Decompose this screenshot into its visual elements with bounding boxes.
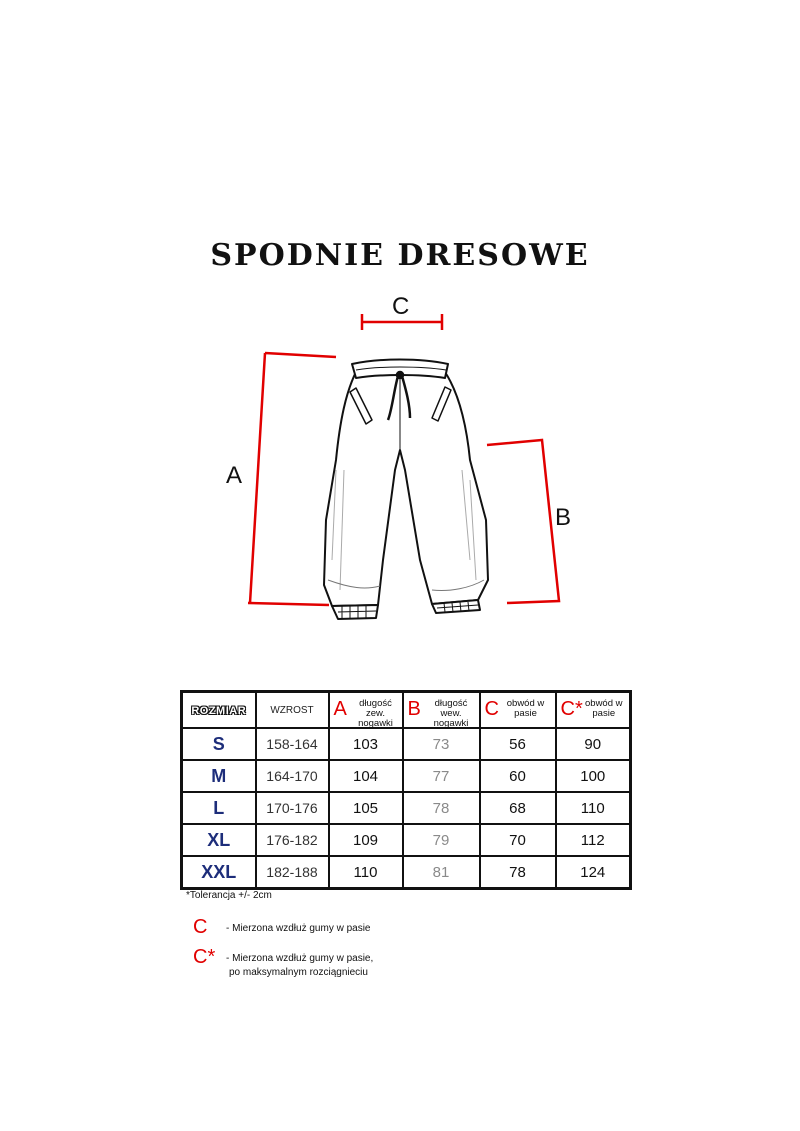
table-row	[182, 824, 631, 856]
cell-b: 73	[403, 728, 480, 760]
header-rozmiar: ROZMIAR	[182, 692, 256, 729]
cell-a: 105	[329, 792, 403, 824]
label-a: A	[226, 462, 243, 489]
cell-cstar: 100	[556, 760, 631, 792]
header-b-letter: B	[407, 698, 421, 720]
cell-a: 103	[329, 728, 403, 760]
measure-line-b	[487, 440, 559, 603]
cell-wzrost: 170-176	[256, 792, 329, 824]
header-cstar-text: obwód w pasie	[585, 698, 623, 719]
cell-size: M	[182, 760, 256, 792]
header-cstar	[556, 692, 631, 729]
note-c-letter: C	[193, 916, 208, 938]
size-table	[180, 690, 632, 890]
sweatpants-illustration	[324, 360, 488, 620]
table-row	[182, 760, 631, 792]
cell-wzrost: 164-170	[256, 760, 329, 792]
cell-cstar: 90	[556, 728, 631, 760]
header-c-letter: C	[484, 698, 499, 720]
measure-line-a	[248, 353, 336, 605]
cell-size: XXL	[182, 856, 256, 889]
note-cstar-text-2: po maksymalnym rozciągnieciu	[229, 967, 368, 978]
cell-cstar: 124	[556, 856, 631, 889]
note-c-text: - Mierzona wzdłuż gumy w pasie	[226, 923, 371, 934]
note-cstar-letter: C*	[193, 946, 216, 968]
table-row	[182, 792, 631, 824]
header-a-letter: A	[333, 698, 347, 720]
header-c	[480, 692, 556, 729]
label-b: B	[555, 504, 572, 531]
cell-size: XL	[182, 824, 256, 856]
cell-c: 60	[480, 760, 556, 792]
cell-b: 78	[403, 792, 480, 824]
pants-diagram	[0, 280, 800, 650]
header-wzrost: WZROST	[256, 692, 329, 729]
cell-a: 104	[329, 760, 403, 792]
label-c: C	[392, 293, 410, 320]
cell-c: 70	[480, 824, 556, 856]
cell-a: 110	[329, 856, 403, 889]
cell-c: 78	[480, 856, 556, 889]
cell-size: S	[182, 728, 256, 760]
header-c-text: obwód w pasie	[506, 698, 545, 719]
cell-b: 79	[403, 824, 480, 856]
cell-wzrost: 182-188	[256, 856, 329, 889]
cell-c: 56	[480, 728, 556, 760]
header-b	[403, 692, 480, 729]
header-cstar-letter: C*	[560, 698, 583, 720]
cell-wzrost: 176-182	[256, 824, 329, 856]
cell-wzrost: 158-164	[256, 728, 329, 760]
header-a-text: długość zew. nogawki	[358, 698, 393, 729]
cell-a: 109	[329, 824, 403, 856]
header-b-text: długość wew. nogawki	[433, 698, 469, 729]
page-title: SPODNIE DRESOWE	[210, 238, 590, 273]
cell-b: 81	[403, 856, 480, 889]
tolerance-note: *Tolerancja +/- 2cm	[186, 890, 272, 901]
table-row	[182, 856, 631, 889]
cell-c: 68	[480, 792, 556, 824]
table-row	[182, 728, 631, 760]
cell-cstar: 110	[556, 792, 631, 824]
cell-size: L	[182, 792, 256, 824]
header-a	[329, 692, 403, 729]
table-header-row	[182, 692, 631, 729]
cell-b: 77	[403, 760, 480, 792]
note-cstar-text-1: - Mierzona wzdłuż gumy w pasie,	[226, 953, 374, 964]
cell-cstar: 112	[556, 824, 631, 856]
